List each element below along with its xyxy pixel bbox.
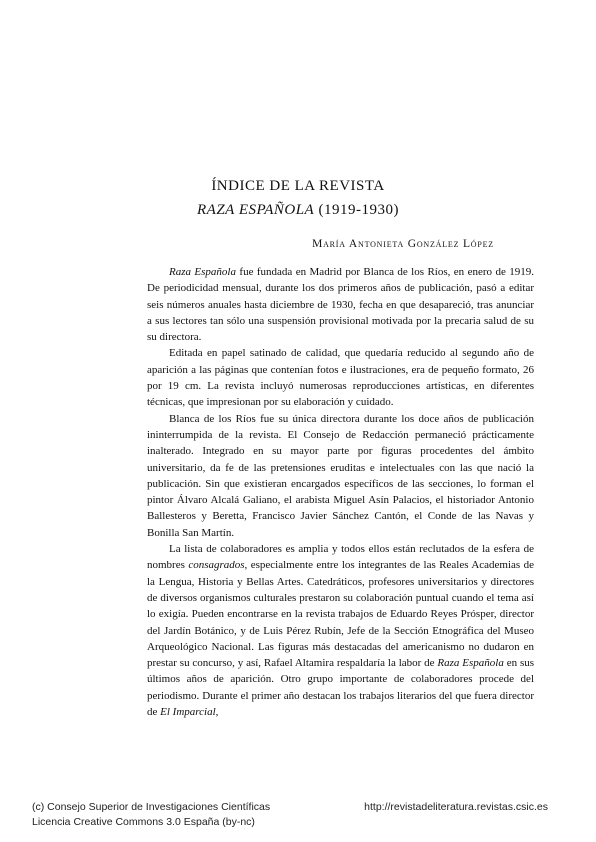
article-title: ÍNDICE DE LA REVISTA <box>211 178 385 194</box>
copyright-text: (c) Consejo Superior de Investigaciones Científicas <box>32 801 271 813</box>
article-subtitle <box>0 202 596 219</box>
footer-license <box>32 800 270 830</box>
text-run: fue fundada en Madrid por Blanca de los Ríos, en enero de 1919. De periodicidad mensual, durante los dos primeros años de publicación, pasó a editar seis números anuales hasta diciembre de 1930, fecha en que desapareció, tras anunciar a sus lectores tan sólo una suspensión provisional motivada por la precaria salud de su su directora. <box>147 266 534 344</box>
italic-text: Raza Española <box>437 657 504 670</box>
journal-name: RAZA ESPAÑOLA <box>197 202 315 218</box>
paragraph <box>147 345 534 410</box>
text-run: Blanca de los Ríos fue su única directora durante los doce años de publicación ininterrumpida de la revista. El Consejo de Redacción permaneció prácticamente inalterado. Integrado en su mayor parte por figuras procedentes del ámbito universitario, da fe de las pretensiones eruditas e intelectuales con las que nació la publicación. Sin que existieran encargados específicos de las secciones, lo forman el pintor Álvaro Alcalá Galiano, el arabista Miguel Asín Palacios, el historiador Antonio Ballesteros y Beretta, Francisco Javier Sánchez Cantón, el Conde de las Navas y Bonilla San Martín. <box>147 412 534 539</box>
paragraph <box>147 264 534 345</box>
footer-url[interactable]: http://revistadeliteratura.revistas.csic.es <box>364 801 548 813</box>
text-run: en sus últimos años de aparición. Otro grupo importante de colaboradores procede del periodismo. Durante el primer año destacan los trabajos literarios del que fuera director de <box>147 657 534 719</box>
text-run: La lista de colaboradores es amplia y todos ellos están reclutados de la esfera de nombres <box>147 543 534 572</box>
author-name: María Antonieta González López <box>312 238 494 250</box>
date-range: (1919-1930) <box>314 202 399 218</box>
license-text: Licencia Creative Commons 3.0 España (by-nc) <box>32 816 255 828</box>
paragraph <box>147 541 534 720</box>
paragraph <box>147 411 534 541</box>
article-body <box>147 264 534 720</box>
italic-text: El Imparcial <box>160 706 216 719</box>
text-run: , especialmente entre los integrantes de las Reales Academias de la Lengua, Historia y Bellas Artes. Catedráticos, profesores universitarios y directores de diversos organismos culturales prestaron su colaboración puntual cuando el tema así lo exigía. Pueden encontrarse en la revista trabajos de Eduardo Reyes Prósper, director del Jardín Botánico, y de Luis Pérez Rubín, Jefe de la Sección Etnográfica del Museo Arqueológico Nacional. Las figuras más destacadas del americanismo no dudaron en prestar su concurso, y así, Rafael Altamira respaldaría la labor de <box>147 559 534 670</box>
text-run: , <box>215 706 219 719</box>
italic-text: consagrados <box>188 559 245 572</box>
italic-text: Raza Española <box>169 266 236 278</box>
text-run: Editada en papel satinado de calidad, que quedaría reducido al segundo año de aparición a las páginas que contenían fotos e ilustraciones, era de pequeño formato, 26 por 19 cm. La revista incluyó numerosas reproducciones artísticas, en diferentes técnicas, que impresionan por su elaboración y cuidado. <box>147 347 534 409</box>
